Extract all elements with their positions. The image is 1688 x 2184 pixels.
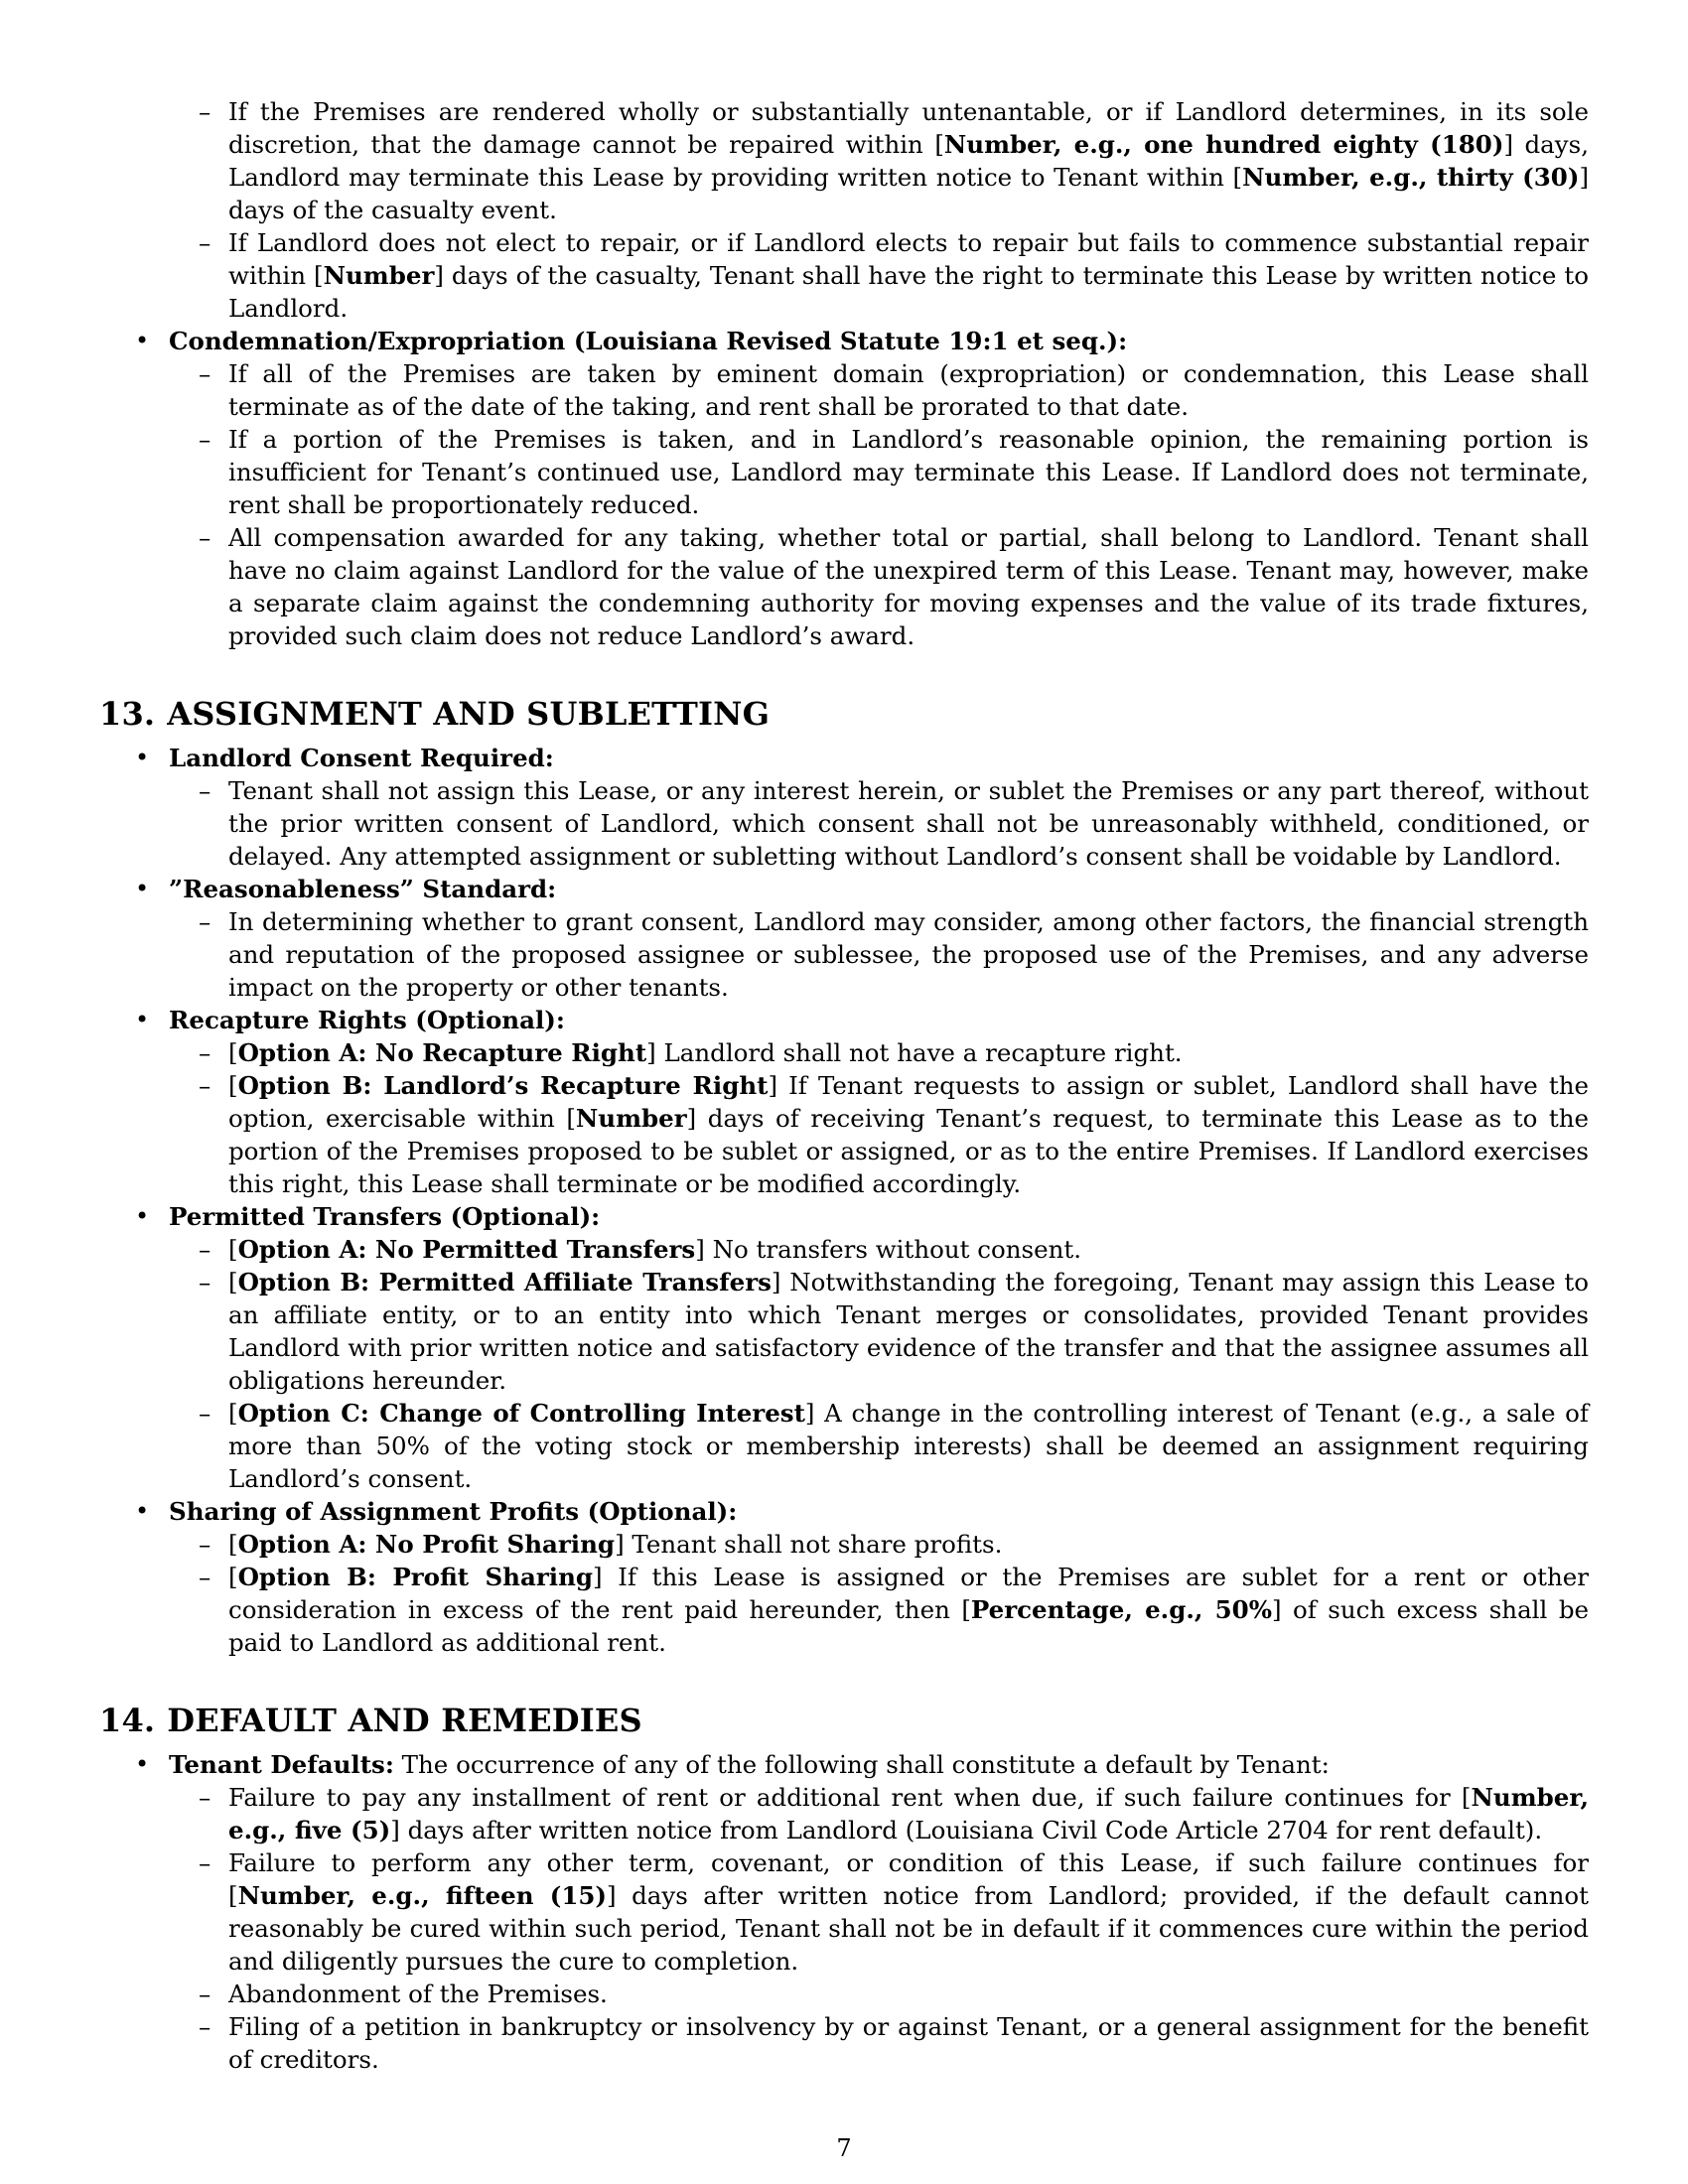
profits-option-a: – [Option A: No Profit Sharing] Tenant shall not share profits. bbox=[169, 1528, 1589, 1561]
consent-bullet bbox=[99, 742, 1589, 873]
condemnation-list bbox=[99, 325, 1589, 652]
reasonableness-subitems bbox=[169, 905, 1589, 1004]
casualty-item-1: – If the Premises are rendered wholly or substantially untenantable, or if Landlord determines, in its sole discretion, that the damage cannot be repaired within [Number, e.g., one hundred eighty (180)] days, Landlord may terminate this Lease by providing written notice to Tenant within [Number, e.g., thirty (30)] days of the casualty event. bbox=[99, 95, 1589, 226]
condemnation-item-1: – If all of the Premises are taken by eminent domain (expropriation) or condemnation, this Lease shall terminate as of the date of the taking, and rent shall be prorated to that date. bbox=[169, 357, 1589, 423]
section-14-list bbox=[99, 1748, 1589, 2076]
condemnation-item-3: – All compensation awarded for any taking, whether total or partial, shall belong to Landlord. Tenant shall have no claim against Landlord for the value of the unexpired term of this Lease. Tenant may, however, make a separate claim against the condemning authority for moving expenses and the value of its trade fixtures, provided such claim does not reduce Landlord’s award. bbox=[169, 521, 1589, 652]
casualty-subitems bbox=[99, 95, 1589, 325]
default-item-1: – Failure to pay any installment of rent or additional rent when due, if such failure continues for [Number, e.g., five (5)] days after written notice from Landlord (Louisiana Civil Code Article 2704 for rent default). bbox=[169, 1781, 1589, 1846]
section-13-number: 13. bbox=[99, 695, 156, 733]
default-item-3: – Abandonment of the Premises. bbox=[169, 1978, 1589, 2010]
consent-item-1: – Tenant shall not assign this Lease, or any interest herein, or sublet the Premises or any part thereof, without the prior written consent of Landlord, which consent shall not be unreasonably withheld, conditioned, or delayed. Any attempted assignment or subletting without Landlord’s consent shall be voidable by Landlord. bbox=[169, 774, 1589, 873]
default-item-4: – Filing of a petition in bankruptcy or insolvency by or against Tenant, or a general assignment for the benefit of creditors. bbox=[169, 2010, 1589, 2076]
condemnation-item-2: – If a portion of the Premises is taken, and in Landlord’s reasonable opinion, the remaining portion is insufficient for Tenant’s continued use, Landlord may terminate this Lease. If Landlord does not terminate, rent shall be proportionately reduced. bbox=[169, 423, 1589, 521]
section-14-heading bbox=[99, 1701, 1589, 1740]
permitted-option-c: – [Option C: Change of Controlling Interest] A change in the controlling interest of Tenant (e.g., a sale of more than 50% of the voting stock or membership interests) shall be deemed an assignment requiring Landlord’s consent. bbox=[169, 1397, 1589, 1495]
casualty-item-2: – If Landlord does not elect to repair, or if Landlord elects to repair but fails to commence substantial repair within [Number] days of the casualty, Tenant shall have the right to terminate this Lease by written notice to Landlord. bbox=[99, 226, 1589, 325]
permitted-option-a: – [Option A: No Permitted Transfers] No transfers without consent. bbox=[169, 1233, 1589, 1266]
section-13-list bbox=[99, 742, 1589, 1659]
permitted-bullet bbox=[99, 1200, 1589, 1495]
tenant-defaults-intro: The occurrence of any of the following shall constitute a default by Tenant: bbox=[393, 1750, 1330, 1779]
tenant-defaults-bullet bbox=[99, 1748, 1589, 2076]
reasonableness-item-1: – In determining whether to grant consent, Landlord may consider, among other factors, the financial strength and reputation of the proposed assignee or sublessee, the proposed use of the Premises, and any adverse impact on the property or other tenants. bbox=[169, 905, 1589, 1004]
consent-label: Landlord Consent Required: bbox=[169, 744, 554, 772]
recapture-option-a: – [Option A: No Recapture Right] Landlord shall not have a recapture right. bbox=[169, 1036, 1589, 1069]
reasonableness-label: ”Reasonableness” Standard: bbox=[169, 875, 557, 903]
section-14-number: 14. bbox=[99, 1702, 156, 1739]
reasonableness-bullet bbox=[99, 873, 1589, 1004]
profits-subitems bbox=[169, 1528, 1589, 1659]
recapture-label: Recapture Rights (Optional): bbox=[169, 1006, 565, 1034]
condemnation-subitems bbox=[169, 357, 1589, 652]
recapture-bullet bbox=[99, 1004, 1589, 1200]
tenant-defaults-label: Tenant Defaults: bbox=[169, 1750, 394, 1779]
section-13-heading bbox=[99, 694, 1589, 734]
profits-label: Sharing of Assignment Profits (Optional): bbox=[169, 1497, 738, 1526]
profits-option-b: – [Option B: Profit Sharing] If this Lease is assigned or the Premises are sublet for a rent or other consideration in excess of the rent paid hereunder, then [Percentage, e.g., 50%] of such excess shall be paid to Landlord as additional rent. bbox=[169, 1561, 1589, 1659]
page-number: 7 bbox=[836, 2134, 852, 2162]
permitted-subitems bbox=[169, 1233, 1589, 1495]
section-14-title: DEFAULT AND REMEDIES bbox=[167, 1702, 642, 1739]
document-page bbox=[99, 95, 1589, 2076]
section-13-title: ASSIGNMENT AND SUBLETTING bbox=[167, 695, 771, 733]
default-item-2: – Failure to perform any other term, covenant, or condition of this Lease, if such failure continues for [Number, e.g., fifteen (15)] days after written notice from Landlord; provided, if the default cannot reasonably be cured within such period, Tenant shall not be in default if it commences cure within the period and diligently pursues the cure to completion. bbox=[169, 1846, 1589, 1978]
permitted-label: Permitted Transfers (Optional): bbox=[169, 1202, 601, 1231]
profits-bullet bbox=[99, 1495, 1589, 1659]
consent-subitems bbox=[169, 774, 1589, 873]
condemnation-label: Condemnation/Expropriation (Louisiana Revised Statute 19:1 et seq.): bbox=[169, 327, 1128, 355]
recapture-option-b: – [Option B: Landlord’s Recapture Right] If Tenant requests to assign or sublet, Landlord shall have the option, exercisable within [Number] days of receiving Tenant’s request, to terminate this Lease as to the portion of the Premises proposed to be sublet or assigned, or as to the entire Premises. If Landlord exercises this right, this Lease shall terminate or be modified accordingly. bbox=[169, 1069, 1589, 1200]
tenant-defaults-subitems bbox=[169, 1781, 1589, 2076]
condemnation-bullet bbox=[99, 325, 1589, 652]
permitted-option-b: – [Option B: Permitted Affiliate Transfers] Notwithstanding the foregoing, Tenant may assign this Lease to an affiliate entity, or to an entity into which Tenant merges or consolidates, provided Tenant provides Landlord with prior written notice and satisfactory evidence of the transfer and that the assignee assumes all obligations hereunder. bbox=[169, 1266, 1589, 1397]
recapture-subitems bbox=[169, 1036, 1589, 1200]
